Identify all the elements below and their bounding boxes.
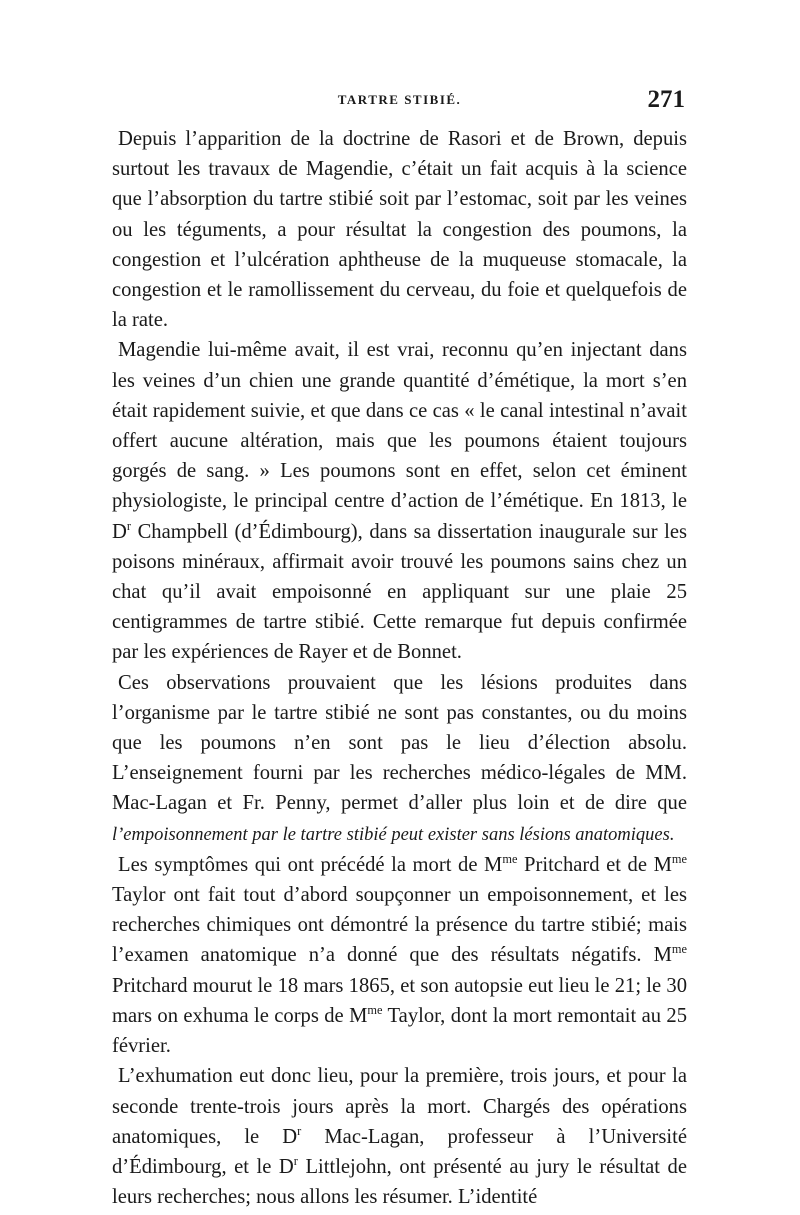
page-number: 271 [647,86,685,113]
paragraph-4-text-c: Taylor ont fait tout d’abord soupçonner un empoisonnement, et les recherches chimiques ont démontré la présence du tartre stibié; mais l’examen anatomique n’a donné que des résultats négatifs. M [112,884,687,967]
paragraph-2 [112,335,687,667]
paragraph-4-text-e: Taylor, dont la mort remontait au 25 février. [112,1004,687,1058]
superscript: r [126,518,131,533]
superscript: me [671,852,687,867]
superscript: r [297,1123,302,1138]
paragraph-5-text-a: L’exhumation eut donc lieu, pour la première, trois jours, et pour la seconde trente-trois jours après la mort. Chargés des opérations anatomiques, le D [112,1065,687,1148]
paragraph-3 [112,668,687,850]
superscript: r [293,1154,298,1169]
paragraph-5-text-b: Mac-Lagan, professeur à l’Université d’Édimbourg, et le D [112,1125,687,1178]
paragraph-2-text-a: Magendie lui-même avait, il est vrai, reconnu qu’en injectant dans les veines d’un chien une grande quantité d’émétique, la mort s’en était rapidement suivie, et que dans ce cas « le canal intestinal n’avait offert aucune altération, mais que les poumons étaient toujours gorgés de sang. » Les poumons sont en effet, selon cet éminent physiologiste, le principal centre d’action de l’émétique. En 1813, le D [112,339,687,543]
paragraph-1-text: Depuis l’apparition de la doctrine de Rasori et de Brown, depuis surtout les travaux de Magendie, c’était un fait acquis à la science que l’absorption du tartre stibié soit par l’estomac, soit par les veines ou les téguments, a pour résultat la congestion des poumons, la congestion et l’ulcération aphtheuse de la muqueuse stomacale, la congestion et le ramollissement du cerveau, du foie et quelquefois de la rate. [112,128,687,332]
paragraph-5-text-c: Littlejohn, ont présenté au jury le résultat de leurs recherches; nous allons les résumer. L’identité [112,1155,687,1209]
paragraph-4-text-a: Les symptômes qui ont précédé la mort de M [118,853,503,876]
body-text [112,124,687,1212]
paragraph-2-text-b: Champbell (d’Édimbourg), dans sa dissertation inaugurale sur les poisons minéraux, affirmait avoir trouvé les poumons sains chez un chat qu’il avait empoisonné en appliquant sur une plaie 25 centigrammes de tartre stibié. Cette remarque fut depuis confirmée par les expériences de Rayer et de Bonnet. [112,520,687,664]
paragraph-3-italic: l’empoisonnement par le tartre stibié peut exister sans lésions anatomiques. [112,824,675,845]
paragraph-4 [112,850,687,1061]
superscript: me [502,852,518,867]
paragraph-4-text-d: Pritchard mourut le 18 mars 1865, et son autopsie eut lieu le 21; le 30 mars on exhuma le corps de M [112,974,687,1027]
paragraph-5 [112,1061,687,1212]
paragraph-1 [112,124,687,335]
superscript: me [367,1003,383,1018]
running-title: TARTRE STIBIÉ. [337,92,462,107]
running-head [112,88,687,124]
book-page [112,86,687,1209]
paragraph-4-text-b: Pritchard et de M [517,853,672,876]
superscript: me [671,942,687,957]
paragraph-3-text: Ces observations prouvaient que les lésions produites dans l’organisme par le tartre stibié ne sont pas constantes, ou du moins que les poumons n’en sont pas le lieu d’élection absolu. L’enseignement fourni par les recherches médico-légales de MM. Mac-Lagan et Fr. Penny, permet d’aller plus loin et de dire que [112,671,687,815]
